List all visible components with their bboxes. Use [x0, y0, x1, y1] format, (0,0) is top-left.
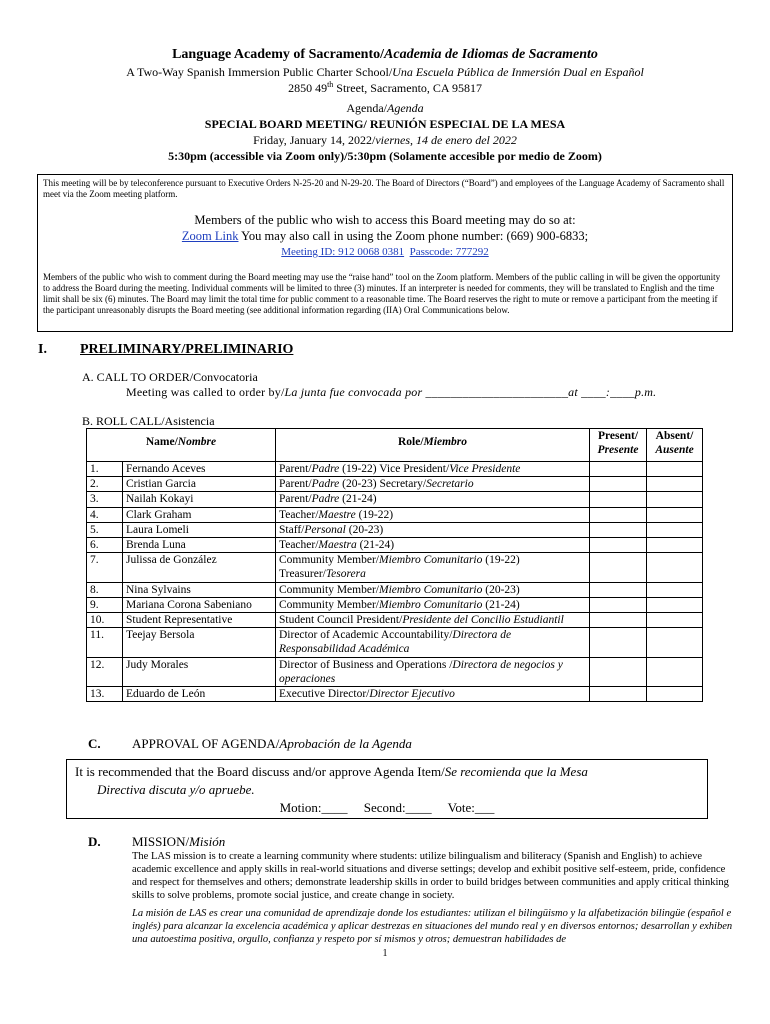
- meeting-id-link[interactable]: Meeting ID: 912 0068 0381: [281, 246, 405, 258]
- present-checkbox[interactable]: [590, 628, 647, 657]
- row-number: 3.: [87, 492, 123, 507]
- member-name: Teejay Bersola: [123, 628, 276, 657]
- roll-call-header-row: [87, 429, 703, 462]
- section-number: I.: [38, 342, 47, 357]
- absent-checkbox[interactable]: [647, 657, 703, 686]
- section-title: PRELIMINARY/PRELIMINARIO: [80, 342, 294, 357]
- approval-heading: [88, 736, 412, 752]
- row-number: 13.: [87, 687, 123, 702]
- absent-checkbox[interactable]: [647, 522, 703, 537]
- mission-text-es: La misión de LAS es crear una comunidad de aprendizaje donde los estudiantes: utilizan el bilingüismo y la alfabetización bilingüe (español e inglés) para alcanzar la excelencia académica y aplicar destrezas en situaciones del mundo real y en diversos entornos; desarrollan y exhiben una autoestima positiva, orgullo, confianza y respeto por sí mismos y otros; demuestran habilidades de: [132, 908, 733, 945]
- notice-bottom-text: Members of the public who wish to comment during the Board meeting may use the “raise hand” tool on the Zoom platform. Members of the public calling in will be given the opportunity to address the Board during the meeting. Individual comments will be limited to three (3) minutes. If an interpreter is needed for comments, they will be translated to English and the time limit shall be six (6) minutes. The Board may limit the total time for public comment to a reasonable time. The Board reserves the right to mute or remove a participant from the meeting if the participant unreasonably disrupts the Board meeting (see additional information regarding (IIA) Oral Communications below.: [43, 272, 721, 315]
- absent-checkbox[interactable]: [647, 613, 703, 628]
- mission-heading: D. MISSION/Misión: [88, 834, 226, 849]
- row-number: 9.: [87, 597, 123, 612]
- page-number: 1: [382, 948, 388, 959]
- absent-checkbox[interactable]: [647, 507, 703, 522]
- approval-title-es: Aprobación de la Agenda: [279, 736, 412, 751]
- absent-checkbox[interactable]: [647, 628, 703, 657]
- table-row: [87, 597, 703, 612]
- mission-text-en: The LAS mission is to create a learning community where students: utilize bilingualism and biliteracy (Spanish and English) to achieve academic excellence and apply skills in real-world situations and diverse settings; develop and exhibit positive self-esteem, pride, confidence and respect for themselves and others; demonstrate leadership skills in order to build bridges between communities and apply critical thinking skills to solve problems, promote social justice, and create change in society.: [132, 851, 729, 901]
- approval-title: APPROVAL OF AGENDA/: [132, 736, 280, 751]
- member-name: Brenda Luna: [123, 538, 276, 553]
- present-checkbox[interactable]: [590, 462, 647, 477]
- member-name: Nina Sylvains: [123, 582, 276, 597]
- table-row: [87, 538, 703, 553]
- member-role: Director of Business and Operations /Directora de negocios y operaciones: [276, 657, 590, 686]
- roll-call-table: [86, 428, 703, 702]
- member-role: Community Member/Miembro Comunitario (20-23): [276, 582, 590, 597]
- row-number: 4.: [87, 507, 123, 522]
- present-header: Present/ Presente: [590, 429, 647, 462]
- row-number: 5.: [87, 522, 123, 537]
- table-row: [87, 613, 703, 628]
- meeting-date: Friday, January 14, 2022/viernes, 14 de enero del 2022: [253, 133, 517, 147]
- member-name: Laura Lomeli: [123, 522, 276, 537]
- zoom-link[interactable]: Zoom Link: [181, 229, 239, 243]
- present-checkbox[interactable]: [590, 657, 647, 686]
- row-number: 10.: [87, 613, 123, 628]
- table-row: [87, 628, 703, 657]
- recommendation-text-es: Directiva discuta y/o apruebe.: [97, 782, 255, 797]
- mission-section: [88, 834, 738, 946]
- row-number: 12.: [87, 657, 123, 686]
- member-name: Fernando Aceves: [123, 462, 276, 477]
- member-name: Cristian Garcia: [123, 477, 276, 492]
- member-name: Student Representative: [123, 613, 276, 628]
- table-row: [87, 477, 703, 492]
- member-role: Teacher/Maestre (19-22): [276, 507, 590, 522]
- motion-line: Motion:____ Second:____ Vote:___: [279, 800, 495, 815]
- table-row: [87, 687, 703, 702]
- call-to-order-label: A. CALL TO ORDER/Convocatoria: [82, 370, 258, 384]
- table-row: [87, 522, 703, 537]
- member-role: Student Council President/Presidente del Concilio Estudiantil: [276, 613, 590, 628]
- meeting-time: 5:30pm (accessible via Zoom only)/5:30pm (Solamente accesible por medio de Zoom): [168, 149, 602, 163]
- absent-checkbox[interactable]: [647, 597, 703, 612]
- row-number: 11.: [87, 628, 123, 657]
- member-role: Community Member/Miembro Comunitario (21-24): [276, 597, 590, 612]
- row-number: 1.: [87, 462, 123, 477]
- present-checkbox[interactable]: [590, 477, 647, 492]
- recommendation-text: It is recommended that the Board discuss and/or approve Agenda Item/Se recomienda que la Mesa: [75, 764, 588, 779]
- absent-checkbox[interactable]: [647, 492, 703, 507]
- document-header: [0, 46, 770, 164]
- section-preliminary-heading: [38, 342, 293, 358]
- present-checkbox[interactable]: [590, 553, 647, 582]
- member-role: Executive Director/Director Ejecutivo: [276, 687, 590, 702]
- present-checkbox[interactable]: [590, 522, 647, 537]
- row-number: 8.: [87, 582, 123, 597]
- table-row: [87, 553, 703, 582]
- notice-top-text: This meeting will be by teleconference pursuant to Executive Orders N-25-20 and N-29-20. The Board of Directors (“Board”) and employees of the Language Academy of Sacramento shall meet via the Zoom meeting platform.: [43, 178, 725, 199]
- row-number: 2.: [87, 477, 123, 492]
- row-number: 6.: [87, 538, 123, 553]
- present-checkbox[interactable]: [590, 492, 647, 507]
- present-checkbox[interactable]: [590, 507, 647, 522]
- member-name: Eduardo de León: [123, 687, 276, 702]
- absent-header: Absent/ Ausente: [647, 429, 703, 462]
- present-checkbox[interactable]: [590, 687, 647, 702]
- call-to-order: [82, 370, 656, 400]
- table-row: [87, 507, 703, 522]
- approval-recommendation-box: [66, 759, 708, 819]
- meeting-type: SPECIAL BOARD MEETING/ REUNIÓN ESPECIAL DE LA MESA: [204, 117, 566, 131]
- present-checkbox[interactable]: [590, 582, 647, 597]
- member-role: Teacher/Maestra (21-24): [276, 538, 590, 553]
- absent-checkbox[interactable]: [647, 582, 703, 597]
- present-checkbox[interactable]: [590, 538, 647, 553]
- table-row: [87, 657, 703, 686]
- phone-text: You may also call in using the Zoom phone number: (669) 900-6833;: [238, 229, 589, 243]
- page-title: Language Academy of Sacramento/Academia de Idiomas de Sacramento: [172, 47, 598, 62]
- absent-checkbox[interactable]: [647, 687, 703, 702]
- member-role: Parent/Padre (20-23) Secretary/Secretario: [276, 477, 590, 492]
- table-row: [87, 492, 703, 507]
- mission-letter: D.: [88, 834, 101, 849]
- absent-checkbox[interactable]: [647, 553, 703, 582]
- table-row: [87, 582, 703, 597]
- absent-checkbox[interactable]: [647, 538, 703, 553]
- member-role: Staff/Personal (20-23): [276, 522, 590, 537]
- absent-checkbox[interactable]: [647, 462, 703, 477]
- roll-call-label: B. ROLL CALL/Asistencia: [82, 414, 215, 428]
- name-header: Name/Nombre: [87, 429, 276, 462]
- school-address: 2850 49th Street, Sacramento, CA 95817: [288, 80, 482, 95]
- agenda-label: Agenda/Agenda: [346, 101, 424, 115]
- row-number: 7.: [87, 553, 123, 582]
- member-role: Parent/Padre (19-22) Vice President/Vice Presidente: [276, 462, 590, 477]
- member-name: Julissa de González: [123, 553, 276, 582]
- passcode-link[interactable]: Passcode: 777292: [409, 246, 489, 258]
- absent-checkbox[interactable]: [647, 477, 703, 492]
- role-header: Role/Miembro: [276, 429, 590, 462]
- member-name: Judy Morales: [123, 657, 276, 686]
- member-name: Clark Graham: [123, 507, 276, 522]
- member-name: Nailah Kokayi: [123, 492, 276, 507]
- member-role: Director of Academic Accountability/Directora de Responsabilidad Académica: [276, 628, 590, 657]
- access-line: Members of the public who wish to access this Board meeting may do so at:: [194, 213, 576, 227]
- call-to-order-line: Meeting was called to order by/La junta fue convocada por _______________________at ____:____p.m.: [126, 385, 657, 399]
- present-checkbox[interactable]: [590, 613, 647, 628]
- school-subtitle: A Two-Way Spanish Immersion Public Charter School/Una Escuela Pública de Inmersión Dual en Español: [126, 65, 644, 79]
- teleconference-notice: [37, 174, 733, 332]
- member-name: Mariana Corona Sabeniano: [123, 597, 276, 612]
- member-role: Community Member/Miembro Comunitario (19-22) Treasurer/Tesorera: [276, 553, 590, 582]
- member-role: Parent/Padre (21-24): [276, 492, 590, 507]
- approval-letter: C.: [88, 736, 101, 751]
- present-checkbox[interactable]: [590, 597, 647, 612]
- access-info: [43, 212, 727, 260]
- table-row: [87, 462, 703, 477]
